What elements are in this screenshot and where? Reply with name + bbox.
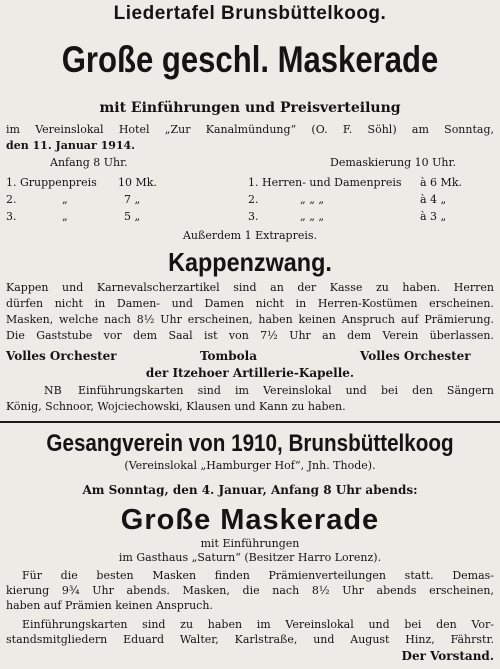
nb-line: Einführungskarten sind im Vereinslokal und bei den Sängern xyxy=(78,384,494,397)
prize-label: 3. xyxy=(248,210,259,223)
signature: Der Vorstand. xyxy=(401,649,494,663)
prize-label: 2. xyxy=(6,193,17,206)
prize-label: 3. xyxy=(6,210,17,223)
event-date: den 11. Januar 1914. xyxy=(6,139,136,152)
club-name: Liedertafel Brunsbüttelkoog. xyxy=(113,3,387,24)
band-name: der Itzehoer Artillerie-Kapelle. xyxy=(145,366,355,380)
unmask-time: Demaskierung 10 Uhr. xyxy=(330,156,457,169)
venue-line: im Vereinslokal Hotel „Zur Kanalmündung“ (O. F. Söhl) am Sonntag, xyxy=(6,123,494,136)
prize-amount: 7 „ xyxy=(124,193,141,206)
body-line: Für die besten Masken finden Prämienverteilungen statt. Demas- xyxy=(22,569,494,582)
venue-detail: im Gasthaus „Saturn“ (Besitzer Harro Lorenz). xyxy=(118,551,382,564)
ditto-mark: „ „ „ xyxy=(300,193,325,206)
prize-amount: à 6 Mk. xyxy=(420,176,462,189)
start-time: Anfang 8 Uhr. xyxy=(50,156,128,169)
club-name: Gesangverein von 1910, Brunsbüttelkoog xyxy=(46,430,454,457)
ditto-mark: „ xyxy=(62,210,68,223)
subheadline: mit Einführungen und Preisverteilung xyxy=(99,100,401,116)
body-line: Masken, welche nach 8½ Uhr erscheinen, haben keinen Anspruch auf Prämierung. xyxy=(6,313,494,326)
orchestra-left: Volles Orchester xyxy=(6,349,117,363)
prize-label: 1. Gruppenpreis xyxy=(6,176,97,189)
rule-heading: Kappenzwang. xyxy=(168,247,332,277)
body-line: kierung 9¾ Uhr abends. Masken, die nach 8½ Uhr abends erscheinen, xyxy=(6,584,494,597)
prize-label: 2. xyxy=(248,193,259,206)
headline: Große Maskerade xyxy=(120,504,380,536)
ditto-mark: „ xyxy=(62,193,68,206)
nb-line: König, Schnoor, Wojciechowski, Klausen und Kann zu haben. xyxy=(6,400,346,413)
prize-amount: à 4 „ xyxy=(420,193,447,206)
body-line: haben auf Prämien keinen Anspruch. xyxy=(6,599,213,612)
tombola: Tombola xyxy=(200,349,257,363)
prize-amount: 10 Mk. xyxy=(118,176,157,189)
body-line: Die Gaststube vor dem Saal ist von 7½ Uhr an dem Verein überlassen. xyxy=(6,329,494,342)
nb-label: NB xyxy=(44,384,62,397)
ditto-mark: „ „ „ xyxy=(300,210,325,223)
body-line: Kappen und Karnevalscherzartikel sind an der Kasse zu haben. Herren xyxy=(6,281,494,294)
extra-prize: Außerdem 1 Extrapreis. xyxy=(182,229,318,242)
date-line: Am Sonntag, den 4. Januar, Anfang 8 Uhr abends: xyxy=(82,483,418,497)
ticket-line: Einführungskarten sind zu haben im Vereinslokal und bei den Vor- xyxy=(22,618,494,631)
prize-amount: 5 „ xyxy=(124,210,141,223)
venue-line: (Vereinslokal „Hamburger Hof“, Jnh. Thode). xyxy=(124,459,376,472)
ad-gesangverein xyxy=(0,423,500,669)
orchestra-right: Volles Orchester xyxy=(360,349,471,363)
prize-label: 1. Herren- und Damenpreis xyxy=(248,176,402,189)
subheadline: mit Einführungen xyxy=(200,537,300,550)
prize-amount: à 3 „ xyxy=(420,210,447,223)
body-line: dürfen nicht in Damen- und Damen nicht in Herren-Kostümen erscheinen. xyxy=(6,297,494,310)
ticket-line: standsmitgliedern Eduard Walter, Karlstraße, und August Hinz, Fährstr. xyxy=(6,633,494,646)
headline: Große geschl. Maskerade xyxy=(61,39,439,80)
